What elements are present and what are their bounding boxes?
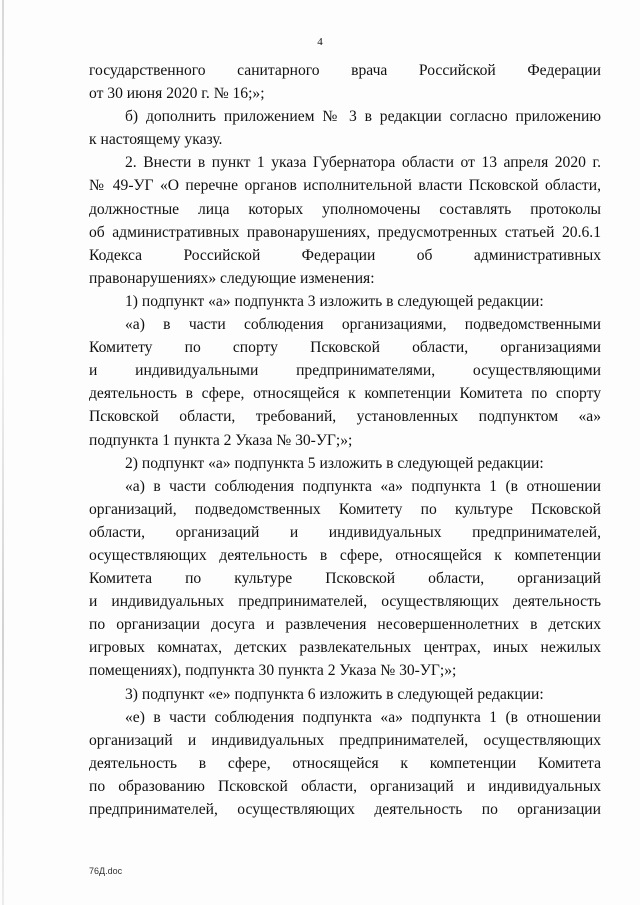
text-line: «а) в части соблюдения подпункта «а» подпункта 1 (в отношении xyxy=(125,477,601,495)
text-line: «е) в части соблюдения подпункта «а» подпункта 1 (в отношении xyxy=(125,708,601,726)
text-line: игровых комнатах, детских развлекательных центрах, иных нежилых xyxy=(89,639,601,657)
text-line: об административных правонарушениях, предусмотренных статьей 20.6.1 xyxy=(89,223,601,241)
text-line: Комитета по культуре Псковской области, организаций xyxy=(89,570,601,588)
text-line: к настоящему указу. xyxy=(89,131,223,149)
text-line: организаций и индивидуальных предпринимателей, осуществляющих xyxy=(89,731,601,749)
text-line: по организации досуга и развлечения несовершеннолетних в детских xyxy=(89,616,601,634)
text-line: № 49-УГ «О перечне органов исполнительной власти Псковской области, xyxy=(89,177,601,195)
text-line: Кодекса Российской Федерации об административных xyxy=(89,246,601,264)
text-line: и индивидуальных предпринимателей, осуществляющих деятельность xyxy=(89,593,601,611)
text-line: деятельность в сфере, относящейся к компетенции Комитета по спорту xyxy=(89,385,601,403)
file-name-footer: 76Д.doc xyxy=(89,866,123,876)
text-line: осуществляющих деятельность в сфере, относящейся к компетенции xyxy=(89,546,601,564)
text-line: организаций, подведомственных Комитету по культуре Псковской xyxy=(89,500,601,518)
text-line: от 30 июня 2020 г. № 16;»; xyxy=(89,85,265,103)
scan-edge xyxy=(2,0,4,905)
text-line: по образованию Псковской области, организаций и индивидуальных xyxy=(89,777,601,795)
document-body xyxy=(89,59,601,821)
text-line: области, организаций и индивидуальных предпринимателей, xyxy=(89,523,601,541)
text-line: должностные лица которых уполномочены составлять протоколы xyxy=(89,200,601,218)
page-number: 4 xyxy=(317,36,323,48)
text-line: и индивидуальными предпринимателями, осуществляющими xyxy=(89,362,601,380)
text-line: помещениях), подпункта 30 пункта 2 Указа № 30-УГ;»; xyxy=(89,662,457,680)
text-line: 1) подпункт «а» подпункта 3 изложить в следующей редакции: xyxy=(125,292,544,310)
text-line: предпринимателей, осуществляющих деятельность по организации xyxy=(89,801,601,818)
text-line: 2. Внести в пункт 1 указа Губернатора области от 13 апреля 2020 г. xyxy=(125,154,601,172)
text-line: правонарушениях» следующие изменения: xyxy=(89,269,375,287)
text-line: государственного санитарного врача Российской Федерации xyxy=(89,62,601,79)
text-line: Комитету по спорту Псковской области, организациями xyxy=(89,339,601,357)
text-line: «а) в части соблюдения организациями, подведомственными xyxy=(125,316,601,334)
text-line: Псковской области, требований, установленных подпунктом «а» xyxy=(89,408,601,426)
text-line: 2) подпункт «а» подпункта 5 изложить в следующей редакции: xyxy=(125,454,544,472)
text-line: деятельность в сфере, относящейся к компетенции Комитета xyxy=(89,754,601,772)
text-line: б) дополнить приложением № 3 в редакции согласно приложению xyxy=(125,108,601,126)
text-line: 3) подпункт «е» подпункта 6 изложить в следующей редакции: xyxy=(125,685,544,703)
text-line: подпункта 1 пункта 2 Указа № 30-УГ;»; xyxy=(89,431,353,449)
